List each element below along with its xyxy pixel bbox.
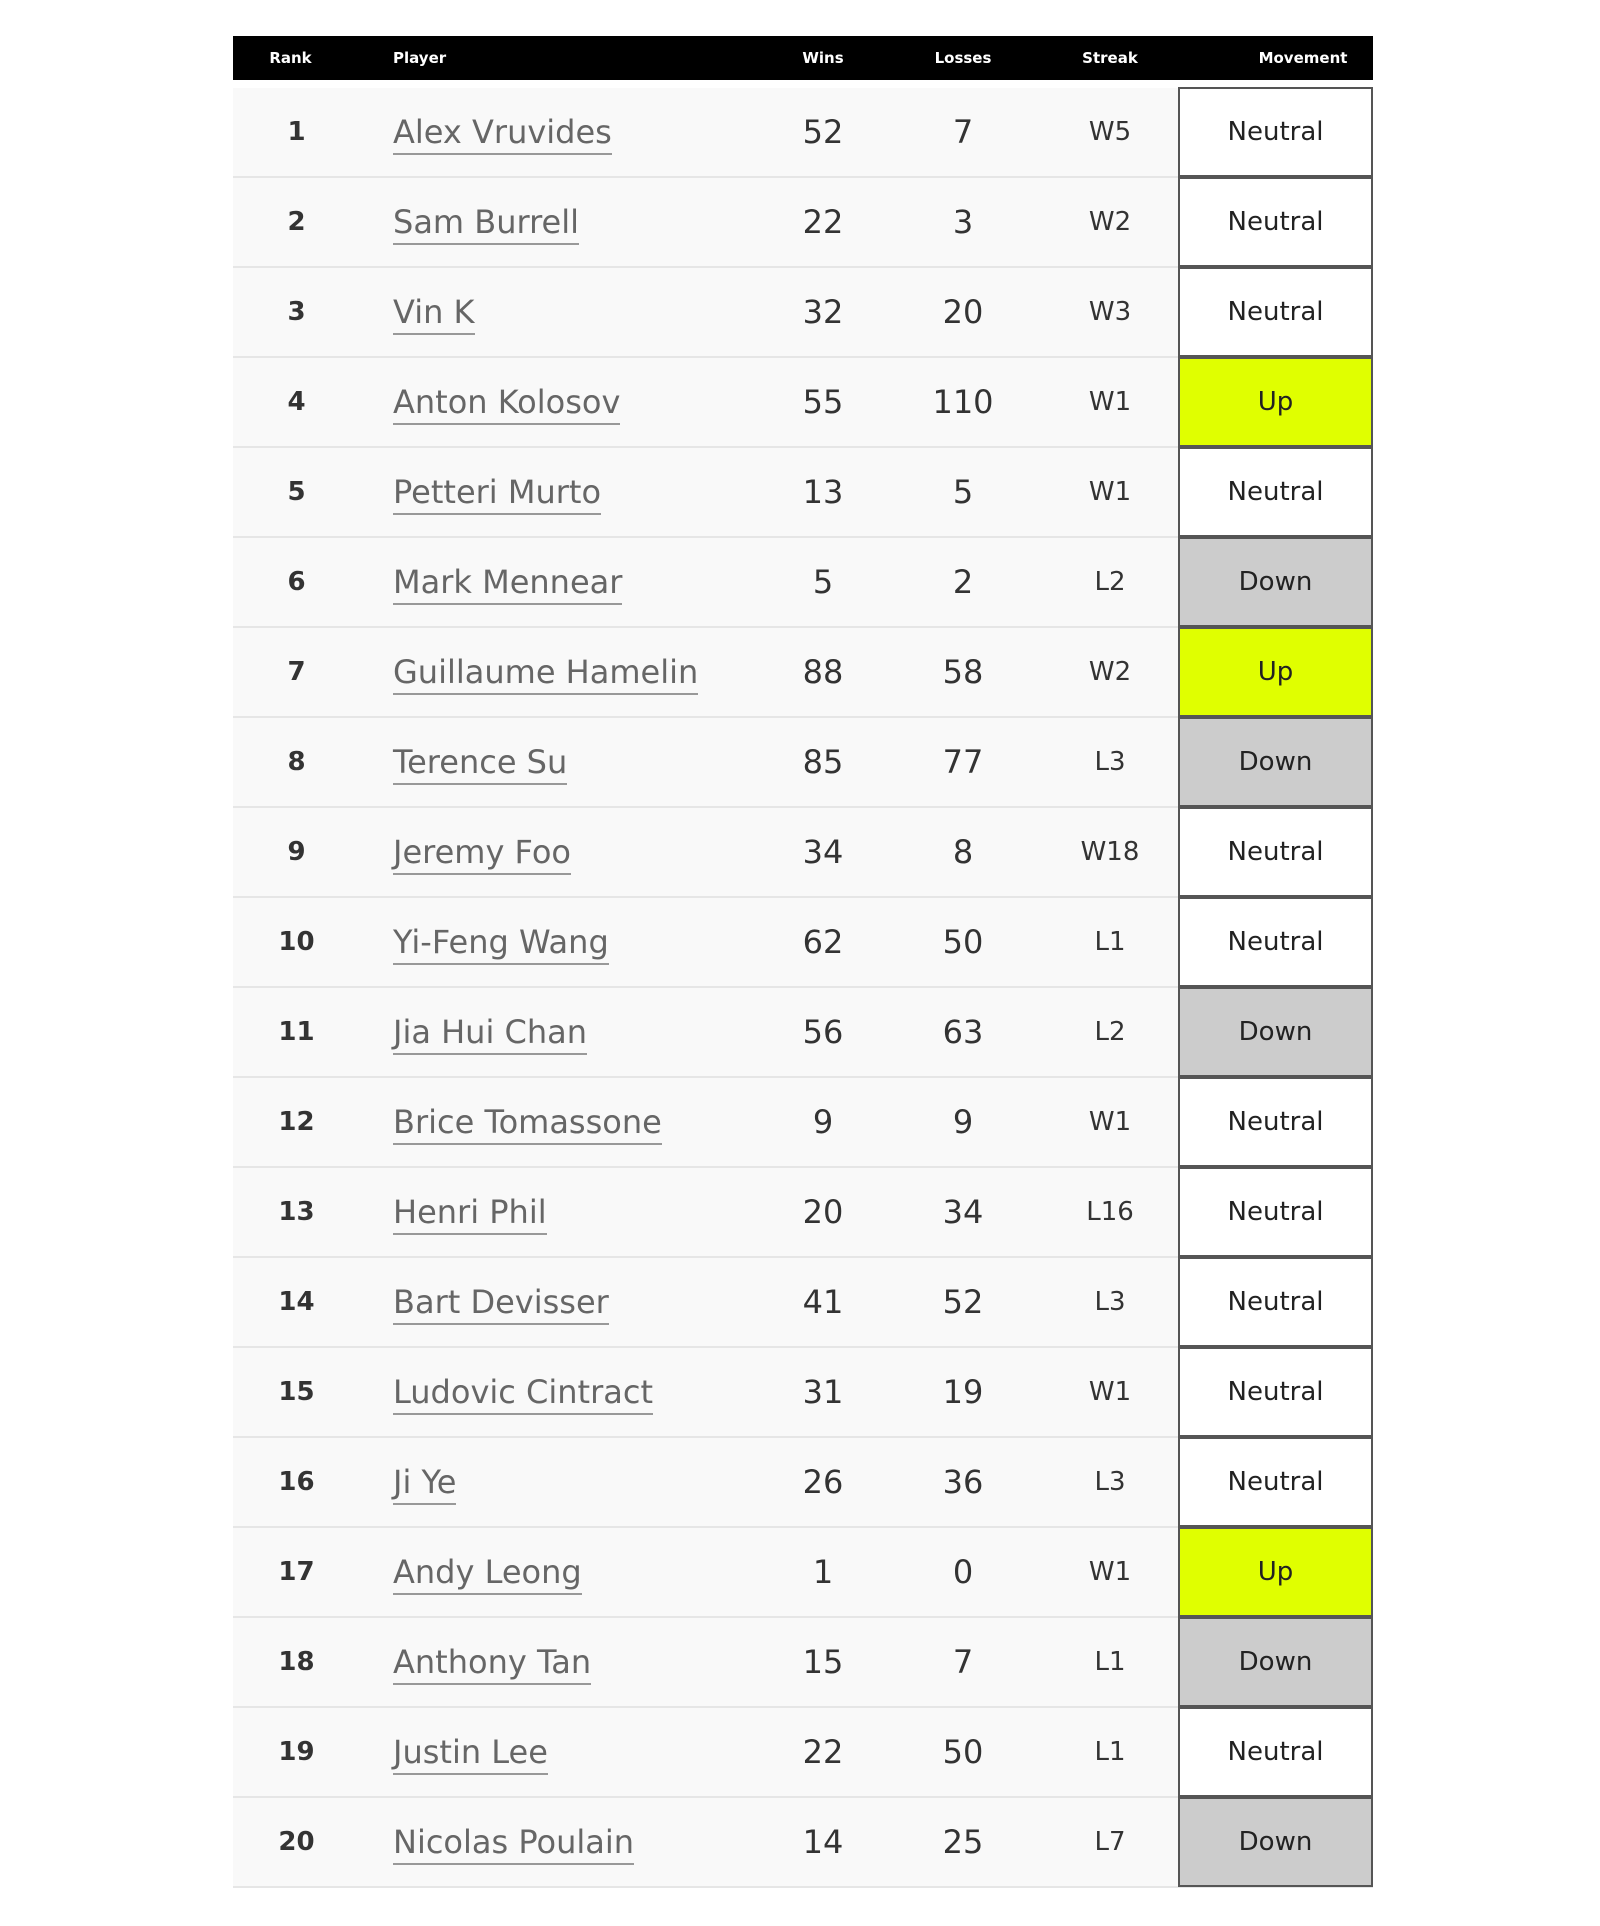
losses-cell: 2	[952, 563, 974, 601]
losses-cell: 77	[942, 743, 984, 781]
movement-badge: Neutral	[1178, 177, 1373, 267]
header-streak: Streak	[1082, 49, 1138, 67]
player-link[interactable]: Mark Mennear	[393, 563, 622, 604]
rank-cell: 10	[278, 927, 315, 957]
table-row	[233, 898, 1373, 988]
rank-cell: 7	[287, 657, 306, 687]
player-link[interactable]: Petteri Murto	[393, 473, 601, 514]
wins-cell: 31	[802, 1373, 844, 1411]
wins-cell: 52	[802, 113, 844, 151]
rank-cell: 18	[278, 1647, 315, 1677]
rank-cell: 9	[287, 837, 306, 867]
player-cell	[393, 1438, 456, 1526]
player-link[interactable]: Andy Leong	[393, 1553, 582, 1594]
player-cell	[393, 448, 601, 536]
player-link[interactable]: Ludovic Cintract	[393, 1373, 653, 1414]
player-link[interactable]: Sam Burrell	[393, 203, 579, 244]
rank-cell: 19	[278, 1737, 315, 1767]
player-link[interactable]: Alex Vruvides	[393, 113, 612, 154]
movement-badge: Down	[1178, 537, 1373, 627]
player-link[interactable]: Anthony Tan	[393, 1643, 591, 1684]
table-row	[233, 628, 1373, 718]
wins-cell: 34	[802, 833, 844, 871]
movement-badge: Down	[1178, 1617, 1373, 1707]
streak-cell: L3	[1094, 1287, 1126, 1317]
leaderboard-table	[233, 36, 1373, 1888]
table-row	[233, 988, 1373, 1078]
movement-badge: Neutral	[1178, 87, 1373, 177]
losses-cell: 7	[952, 113, 974, 151]
losses-cell: 20	[942, 293, 984, 331]
table-row	[233, 1618, 1373, 1708]
streak-cell: W2	[1088, 657, 1132, 687]
table-row	[233, 1528, 1373, 1618]
rank-cell: 11	[278, 1017, 315, 1047]
player-cell	[393, 1708, 548, 1796]
rank-cell: 5	[287, 477, 306, 507]
streak-cell: W1	[1088, 1107, 1132, 1137]
streak-cell: L1	[1094, 1647, 1126, 1677]
table-row	[233, 88, 1373, 178]
wins-cell: 55	[802, 383, 844, 421]
movement-badge: Neutral	[1178, 1077, 1373, 1167]
table-body	[233, 88, 1373, 1888]
losses-cell: 36	[942, 1463, 984, 1501]
rank-cell: 1	[287, 117, 306, 147]
streak-cell: L16	[1086, 1197, 1134, 1227]
streak-cell: W1	[1088, 1377, 1132, 1407]
table-row	[233, 718, 1373, 808]
player-link[interactable]: Bart Devisser	[393, 1283, 609, 1324]
movement-badge: Down	[1178, 717, 1373, 807]
streak-cell: L7	[1094, 1827, 1126, 1857]
wins-cell: 41	[802, 1283, 844, 1321]
losses-cell: 63	[942, 1013, 984, 1051]
losses-cell: 7	[952, 1643, 974, 1681]
wins-cell: 20	[802, 1193, 844, 1231]
streak-cell: L2	[1094, 1017, 1126, 1047]
rank-cell: 15	[278, 1377, 315, 1407]
rank-cell: 20	[278, 1827, 315, 1857]
table-row	[233, 1708, 1373, 1798]
table-row	[233, 1438, 1373, 1528]
streak-cell: L3	[1094, 1467, 1126, 1497]
player-link[interactable]: Justin Lee	[393, 1733, 548, 1774]
rank-cell: 14	[278, 1287, 315, 1317]
player-cell	[393, 1078, 662, 1166]
rank-cell: 8	[287, 747, 306, 777]
rank-cell: 3	[287, 297, 306, 327]
movement-badge: Neutral	[1178, 807, 1373, 897]
rank-cell: 17	[278, 1557, 315, 1587]
player-link[interactable]: Anton Kolosov	[393, 383, 620, 424]
streak-cell: L2	[1094, 567, 1126, 597]
player-cell	[393, 88, 612, 176]
streak-cell: W1	[1088, 387, 1132, 417]
player-link[interactable]: Henri Phil	[393, 1193, 547, 1234]
player-cell	[393, 988, 587, 1076]
player-cell	[393, 358, 620, 446]
player-cell	[393, 808, 571, 896]
movement-badge: Neutral	[1178, 1437, 1373, 1527]
losses-cell: 50	[942, 923, 984, 961]
header-movement: Movement	[1258, 49, 1348, 67]
player-cell	[393, 718, 567, 806]
rank-cell: 16	[278, 1467, 315, 1497]
movement-badge: Up	[1178, 1527, 1373, 1617]
streak-cell: L3	[1094, 747, 1126, 777]
streak-cell: L1	[1094, 927, 1126, 957]
movement-badge: Neutral	[1178, 1257, 1373, 1347]
player-link[interactable]: Guillaume Hamelin	[393, 653, 698, 694]
streak-cell: W1	[1088, 1557, 1132, 1587]
streak-cell: W1	[1088, 477, 1132, 507]
player-cell	[393, 268, 475, 356]
streak-cell: W2	[1088, 207, 1132, 237]
table-row	[233, 448, 1373, 538]
table-row	[233, 178, 1373, 268]
player-link[interactable]: Nicolas Poulain	[393, 1823, 634, 1864]
player-link[interactable]: Jeremy Foo	[393, 833, 571, 874]
streak-cell: W5	[1088, 117, 1132, 147]
player-link[interactable]: Yi-Feng Wang	[393, 923, 609, 964]
streak-cell: W3	[1088, 297, 1132, 327]
table-row	[233, 538, 1373, 628]
wins-cell: 5	[812, 563, 834, 601]
table-row	[233, 268, 1373, 358]
streak-cell: W18	[1080, 837, 1140, 867]
table-row	[233, 808, 1373, 898]
header-wins: Wins	[802, 49, 844, 67]
losses-cell: 3	[952, 203, 974, 241]
wins-cell: 85	[802, 743, 844, 781]
player-link[interactable]: Terence Su	[393, 743, 567, 784]
player-link[interactable]: Jia Hui Chan	[393, 1013, 587, 1054]
player-link[interactable]: Vin K	[393, 293, 475, 334]
rank-cell: 2	[287, 207, 306, 237]
losses-cell: 0	[952, 1553, 974, 1591]
header-rank: Rank	[269, 49, 312, 67]
wins-cell: 15	[802, 1643, 844, 1681]
rank-cell: 4	[287, 387, 306, 417]
movement-badge: Up	[1178, 627, 1373, 717]
wins-cell: 9	[812, 1103, 834, 1141]
player-link[interactable]: Brice Tomassone	[393, 1103, 662, 1144]
rank-cell: 6	[287, 567, 306, 597]
wins-cell: 1	[812, 1553, 834, 1591]
player-cell	[393, 898, 609, 986]
losses-cell: 19	[942, 1373, 984, 1411]
table-row	[233, 358, 1373, 448]
movement-badge: Neutral	[1178, 1707, 1373, 1797]
wins-cell: 56	[802, 1013, 844, 1051]
header-player: Player	[393, 49, 447, 67]
table-row	[233, 1348, 1373, 1438]
player-link[interactable]: Ji Ye	[393, 1463, 456, 1504]
table-row	[233, 1798, 1373, 1888]
wins-cell: 13	[802, 473, 844, 511]
losses-cell: 34	[942, 1193, 984, 1231]
losses-cell: 58	[942, 653, 984, 691]
player-cell	[393, 1348, 653, 1436]
wins-cell: 14	[802, 1823, 844, 1861]
wins-cell: 26	[802, 1463, 844, 1501]
movement-badge: Neutral	[1178, 447, 1373, 537]
losses-cell: 8	[952, 833, 974, 871]
losses-cell: 25	[942, 1823, 984, 1861]
movement-badge: Neutral	[1178, 1167, 1373, 1257]
player-cell	[393, 628, 698, 716]
movement-badge: Neutral	[1178, 897, 1373, 987]
losses-cell: 52	[942, 1283, 984, 1321]
table-header	[233, 36, 1373, 80]
table-row	[233, 1078, 1373, 1168]
losses-cell: 5	[952, 473, 974, 511]
player-cell	[393, 538, 622, 626]
streak-cell: L1	[1094, 1737, 1126, 1767]
losses-cell: 50	[942, 1733, 984, 1771]
rank-cell: 13	[278, 1197, 315, 1227]
losses-cell: 110	[932, 383, 994, 421]
movement-badge: Up	[1178, 357, 1373, 447]
table-row	[233, 1258, 1373, 1348]
header-losses: Losses	[934, 49, 992, 67]
movement-badge: Down	[1178, 987, 1373, 1077]
losses-cell: 9	[952, 1103, 974, 1141]
movement-badge: Down	[1178, 1797, 1373, 1887]
table-row	[233, 1168, 1373, 1258]
movement-badge: Neutral	[1178, 1347, 1373, 1437]
wins-cell: 62	[802, 923, 844, 961]
player-cell	[393, 178, 579, 266]
player-cell	[393, 1618, 591, 1706]
movement-badge: Neutral	[1178, 267, 1373, 357]
wins-cell: 32	[802, 293, 844, 331]
player-cell	[393, 1168, 547, 1256]
player-cell	[393, 1798, 634, 1886]
wins-cell: 22	[802, 203, 844, 241]
wins-cell: 88	[802, 653, 844, 691]
wins-cell: 22	[802, 1733, 844, 1771]
rank-cell: 12	[278, 1107, 315, 1137]
player-cell	[393, 1258, 609, 1346]
player-cell	[393, 1528, 582, 1616]
